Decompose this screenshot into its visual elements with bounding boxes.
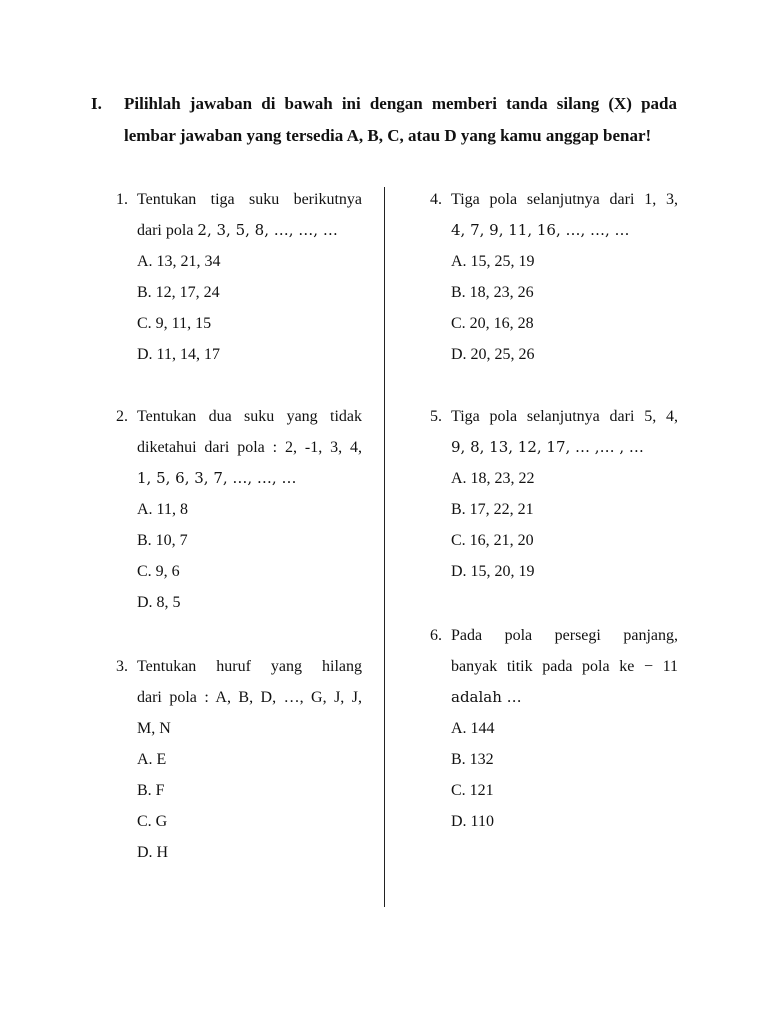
options-list <box>451 246 535 370</box>
option-c[interactable]: C. 9, 6 <box>137 563 180 580</box>
option-a[interactable]: A. 11, 8 <box>137 501 188 518</box>
options-list <box>137 246 221 370</box>
option-a[interactable]: A. 15, 25, 19 <box>451 253 535 270</box>
option-b[interactable]: B. 18, 23, 26 <box>451 284 534 301</box>
pattern-text: 9, 8, 13, 12, 17, … ,… , … <box>451 438 644 456</box>
stem-line: dari pola : A, B, D, …, G, J, J, <box>137 689 362 706</box>
option-b[interactable]: B. 12, 17, 24 <box>137 284 220 301</box>
option-b[interactable]: B. 17, 22, 21 <box>451 501 534 518</box>
options-list <box>137 744 168 868</box>
question-stem <box>137 401 362 494</box>
column-divider <box>384 187 385 907</box>
pattern-text: 2, 3, 5, 8, …, …, … <box>197 221 338 239</box>
stem-line: Tentukan dua suku yang tidak <box>137 408 362 425</box>
option-b[interactable]: B. 10, 7 <box>137 532 188 549</box>
option-c[interactable]: C. G <box>137 813 168 830</box>
pattern-text: 1, 5, 6, 3, 7, …, …, … <box>137 469 297 487</box>
stem-line: banyak titik pada pola ke − 11 <box>451 658 678 675</box>
option-d[interactable]: D. H <box>137 844 169 861</box>
instruction-line-2: lembar jawaban yang tersedia A, B, C, atau D yang kamu anggap benar! <box>124 126 652 145</box>
question-number: 1. <box>116 191 128 208</box>
stem-line <box>137 215 362 246</box>
option-d[interactable]: D. 20, 25, 26 <box>451 346 535 363</box>
stem-line: Pada pola persegi panjang, <box>451 627 678 644</box>
option-d[interactable]: D. 8, 5 <box>137 594 181 611</box>
options-list <box>451 463 535 587</box>
option-a[interactable]: A. 13, 21, 34 <box>137 253 221 270</box>
question-number: 4. <box>430 191 442 208</box>
options-list <box>451 713 495 837</box>
option-d[interactable]: D. 110 <box>451 813 494 830</box>
stem-text: dari pola <box>137 222 198 239</box>
question-number: 3. <box>116 658 128 675</box>
stem-line: adalah … <box>451 688 522 706</box>
question-stem <box>137 184 362 246</box>
option-b[interactable]: B. F <box>137 782 165 799</box>
question-number: 2. <box>116 408 128 425</box>
stem-line: diketahui dari pola : 2, -1, 3, 4, <box>137 439 362 456</box>
option-d[interactable]: D. 11, 14, 17 <box>137 346 220 363</box>
option-c[interactable]: C. 9, 11, 15 <box>137 315 212 332</box>
instruction-line-1: Pilihlah jawaban di bawah ini dengan memberi tanda silang (X) pada <box>124 94 677 113</box>
stem-line: Tentukan huruf yang hilang <box>137 658 362 675</box>
option-a[interactable]: A. 18, 23, 22 <box>451 470 535 487</box>
option-b[interactable]: B. 132 <box>451 751 494 768</box>
question-number: 5. <box>430 408 442 425</box>
option-c[interactable]: C. 20, 16, 28 <box>451 315 534 332</box>
stem-line: Tiga pola selanjutnya dari 1, 3, <box>451 191 678 208</box>
stem-line: Tiga pola selanjutnya dari 5, 4, <box>451 408 678 425</box>
option-c[interactable]: C. 16, 21, 20 <box>451 532 534 549</box>
question-stem <box>451 184 678 246</box>
pattern-text: 4, 7, 9, 11, 16, …, …, … <box>451 221 630 239</box>
option-a[interactable]: A. 144 <box>451 720 495 737</box>
option-d[interactable]: D. 15, 20, 19 <box>451 563 535 580</box>
stem-line: M, N <box>137 720 171 737</box>
section-number: I. <box>91 94 102 113</box>
option-a[interactable]: A. E <box>137 751 167 768</box>
stem-line: Tentukan tiga suku berikutnya <box>137 191 362 208</box>
question-stem <box>451 620 678 713</box>
options-list <box>137 494 188 618</box>
option-c[interactable]: C. 121 <box>451 782 494 799</box>
question-stem <box>451 401 678 463</box>
question-stem <box>137 651 362 744</box>
question-number: 6. <box>430 627 442 644</box>
